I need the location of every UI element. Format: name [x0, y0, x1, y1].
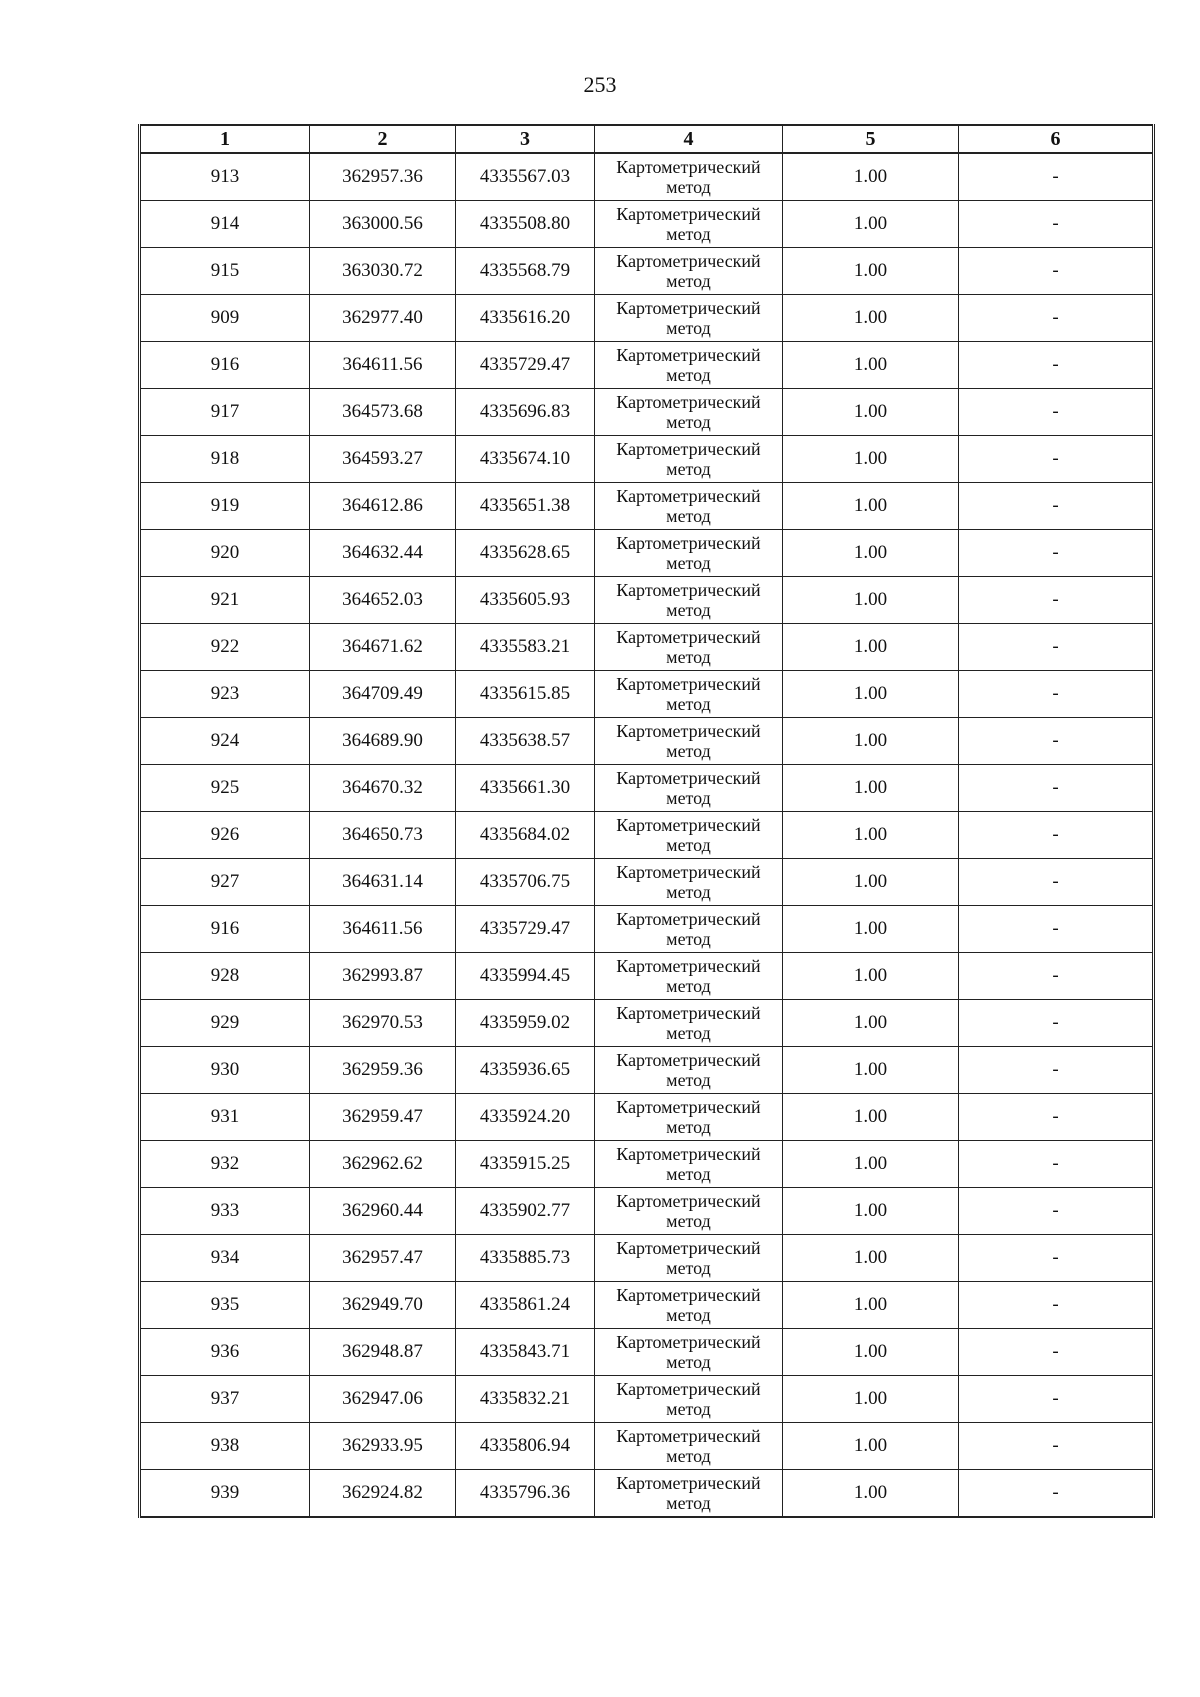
x-coordinate-cell: 362962.62 — [310, 1141, 456, 1188]
x-coordinate-cell: 362957.36 — [310, 153, 456, 201]
accuracy-cell: 1.00 — [783, 530, 959, 577]
y-coordinate-cell: 4335616.20 — [456, 295, 595, 342]
x-coordinate-cell: 362959.47 — [310, 1094, 456, 1141]
note-cell: - — [959, 201, 1154, 248]
page-number: 253 — [583, 72, 617, 97]
method-cell: Картометрический метод — [595, 201, 783, 248]
x-coordinate-cell: 362970.53 — [310, 1000, 456, 1047]
y-coordinate-cell: 4335936.65 — [456, 1047, 595, 1094]
point-number-cell: 917 — [140, 389, 310, 436]
point-number-cell: 933 — [140, 1188, 310, 1235]
method-cell: Картометрический метод — [595, 1470, 783, 1518]
accuracy-cell: 1.00 — [783, 248, 959, 295]
method-cell: Картометрический метод — [595, 906, 783, 953]
x-coordinate-cell: 362948.87 — [310, 1329, 456, 1376]
y-coordinate-cell: 4335796.36 — [456, 1470, 595, 1518]
note-cell: - — [959, 248, 1154, 295]
accuracy-cell: 1.00 — [783, 906, 959, 953]
note-cell: - — [959, 1094, 1154, 1141]
accuracy-cell: 1.00 — [783, 201, 959, 248]
y-coordinate-cell: 4335615.85 — [456, 671, 595, 718]
point-number-cell: 924 — [140, 718, 310, 765]
table-row — [140, 1329, 1154, 1376]
table-row — [140, 1376, 1154, 1423]
y-coordinate-cell: 4335729.47 — [456, 342, 595, 389]
note-cell: - — [959, 1329, 1154, 1376]
note-cell: - — [959, 953, 1154, 1000]
note-cell: - — [959, 295, 1154, 342]
note-cell: - — [959, 1188, 1154, 1235]
accuracy-cell: 1.00 — [783, 577, 959, 624]
x-coordinate-cell: 363000.56 — [310, 201, 456, 248]
point-number-cell: 939 — [140, 1470, 310, 1518]
y-coordinate-cell: 4335924.20 — [456, 1094, 595, 1141]
method-cell: Картометрический метод — [595, 295, 783, 342]
x-coordinate-cell: 362977.40 — [310, 295, 456, 342]
note-cell: - — [959, 1235, 1154, 1282]
table-row — [140, 1047, 1154, 1094]
x-coordinate-cell: 362949.70 — [310, 1282, 456, 1329]
x-coordinate-cell: 364612.86 — [310, 483, 456, 530]
x-coordinate-cell: 362959.36 — [310, 1047, 456, 1094]
method-cell: Картометрический метод — [595, 718, 783, 765]
accuracy-cell: 1.00 — [783, 436, 959, 483]
y-coordinate-cell: 4335674.10 — [456, 436, 595, 483]
accuracy-cell: 1.00 — [783, 859, 959, 906]
accuracy-cell: 1.00 — [783, 624, 959, 671]
method-cell: Картометрический метод — [595, 436, 783, 483]
y-coordinate-cell: 4335885.73 — [456, 1235, 595, 1282]
point-number-cell: 938 — [140, 1423, 310, 1470]
x-coordinate-cell: 364670.32 — [310, 765, 456, 812]
x-coordinate-cell: 364650.73 — [310, 812, 456, 859]
accuracy-cell: 1.00 — [783, 953, 959, 1000]
x-coordinate-cell: 362933.95 — [310, 1423, 456, 1470]
note-cell: - — [959, 1047, 1154, 1094]
x-coordinate-cell: 364632.44 — [310, 530, 456, 577]
x-coordinate-cell: 364652.03 — [310, 577, 456, 624]
accuracy-cell: 1.00 — [783, 1188, 959, 1235]
table-row — [140, 530, 1154, 577]
method-cell: Картометрический метод — [595, 1188, 783, 1235]
method-cell: Картометрический метод — [595, 389, 783, 436]
note-cell: - — [959, 812, 1154, 859]
method-cell: Картометрический метод — [595, 530, 783, 577]
y-coordinate-cell: 4335706.75 — [456, 859, 595, 906]
point-number-cell: 926 — [140, 812, 310, 859]
note-cell: - — [959, 1423, 1154, 1470]
table-row — [140, 671, 1154, 718]
note-cell: - — [959, 1376, 1154, 1423]
point-number-cell: 927 — [140, 859, 310, 906]
table-row — [140, 577, 1154, 624]
table-row — [140, 483, 1154, 530]
note-cell: - — [959, 342, 1154, 389]
note-cell: - — [959, 765, 1154, 812]
method-cell: Картометрический метод — [595, 1423, 783, 1470]
note-cell: - — [959, 624, 1154, 671]
x-coordinate-cell: 362957.47 — [310, 1235, 456, 1282]
y-coordinate-cell: 4335915.25 — [456, 1141, 595, 1188]
table-row — [140, 1282, 1154, 1329]
x-coordinate-cell: 362924.82 — [310, 1470, 456, 1518]
method-cell: Картометрический метод — [595, 1047, 783, 1094]
table-row — [140, 1141, 1154, 1188]
coordinates-table — [138, 124, 1155, 1518]
table-row — [140, 248, 1154, 295]
y-coordinate-cell: 4335661.30 — [456, 765, 595, 812]
x-coordinate-cell: 364709.49 — [310, 671, 456, 718]
table-row — [140, 624, 1154, 671]
coordinates-table-container — [138, 124, 1152, 1518]
method-cell: Картометрический метод — [595, 153, 783, 201]
method-cell: Картометрический метод — [595, 812, 783, 859]
point-number-cell: 915 — [140, 248, 310, 295]
accuracy-cell: 1.00 — [783, 1329, 959, 1376]
table-header-row — [140, 125, 1154, 153]
method-cell: Картометрический метод — [595, 859, 783, 906]
point-number-cell: 934 — [140, 1235, 310, 1282]
note-cell: - — [959, 1000, 1154, 1047]
table-row — [140, 389, 1154, 436]
x-coordinate-cell: 364631.14 — [310, 859, 456, 906]
table-row — [140, 1235, 1154, 1282]
column-header-4: 4 — [595, 125, 783, 153]
accuracy-cell: 1.00 — [783, 1047, 959, 1094]
column-header-3: 3 — [456, 125, 595, 153]
x-coordinate-cell: 363030.72 — [310, 248, 456, 295]
method-cell: Картометрический метод — [595, 577, 783, 624]
x-coordinate-cell: 364593.27 — [310, 436, 456, 483]
method-cell: Картометрический метод — [595, 1000, 783, 1047]
y-coordinate-cell: 4335605.93 — [456, 577, 595, 624]
accuracy-cell: 1.00 — [783, 483, 959, 530]
point-number-cell: 923 — [140, 671, 310, 718]
y-coordinate-cell: 4335567.03 — [456, 153, 595, 201]
table-row — [140, 1188, 1154, 1235]
accuracy-cell: 1.00 — [783, 1235, 959, 1282]
point-number-cell: 937 — [140, 1376, 310, 1423]
y-coordinate-cell: 4335684.02 — [456, 812, 595, 859]
x-coordinate-cell: 362993.87 — [310, 953, 456, 1000]
x-coordinate-cell: 364611.56 — [310, 906, 456, 953]
y-coordinate-cell: 4335508.80 — [456, 201, 595, 248]
point-number-cell: 929 — [140, 1000, 310, 1047]
note-cell: - — [959, 436, 1154, 483]
accuracy-cell: 1.00 — [783, 1141, 959, 1188]
note-cell: - — [959, 1282, 1154, 1329]
table-row — [140, 953, 1154, 1000]
note-cell: - — [959, 718, 1154, 765]
y-coordinate-cell: 4335651.38 — [456, 483, 595, 530]
note-cell: - — [959, 530, 1154, 577]
x-coordinate-cell: 362947.06 — [310, 1376, 456, 1423]
note-cell: - — [959, 1470, 1154, 1518]
point-number-cell: 921 — [140, 577, 310, 624]
point-number-cell: 916 — [140, 342, 310, 389]
table-row — [140, 153, 1154, 201]
method-cell: Картометрический метод — [595, 483, 783, 530]
accuracy-cell: 1.00 — [783, 718, 959, 765]
column-header-5: 5 — [783, 125, 959, 153]
y-coordinate-cell: 4335583.21 — [456, 624, 595, 671]
accuracy-cell: 1.00 — [783, 1470, 959, 1518]
x-coordinate-cell: 364573.68 — [310, 389, 456, 436]
point-number-cell: 920 — [140, 530, 310, 577]
table-row — [140, 342, 1154, 389]
y-coordinate-cell: 4335959.02 — [456, 1000, 595, 1047]
accuracy-cell: 1.00 — [783, 295, 959, 342]
point-number-cell: 914 — [140, 201, 310, 248]
y-coordinate-cell: 4335806.94 — [456, 1423, 595, 1470]
point-number-cell: 922 — [140, 624, 310, 671]
method-cell: Картометрический метод — [595, 671, 783, 718]
point-number-cell: 930 — [140, 1047, 310, 1094]
y-coordinate-cell: 4335568.79 — [456, 248, 595, 295]
method-cell: Картометрический метод — [595, 953, 783, 1000]
table-row — [140, 906, 1154, 953]
y-coordinate-cell: 4335832.21 — [456, 1376, 595, 1423]
y-coordinate-cell: 4335729.47 — [456, 906, 595, 953]
accuracy-cell: 1.00 — [783, 1376, 959, 1423]
table-row — [140, 812, 1154, 859]
point-number-cell: 919 — [140, 483, 310, 530]
note-cell: - — [959, 389, 1154, 436]
column-header-2: 2 — [310, 125, 456, 153]
point-number-cell: 909 — [140, 295, 310, 342]
y-coordinate-cell: 4335628.65 — [456, 530, 595, 577]
note-cell: - — [959, 577, 1154, 624]
point-number-cell: 913 — [140, 153, 310, 201]
accuracy-cell: 1.00 — [783, 1000, 959, 1047]
method-cell: Картометрический метод — [595, 342, 783, 389]
accuracy-cell: 1.00 — [783, 812, 959, 859]
table-row — [140, 1470, 1154, 1518]
note-cell: - — [959, 671, 1154, 718]
table-row — [140, 859, 1154, 906]
accuracy-cell: 1.00 — [783, 765, 959, 812]
method-cell: Картометрический метод — [595, 1376, 783, 1423]
point-number-cell: 918 — [140, 436, 310, 483]
method-cell: Картометрический метод — [595, 248, 783, 295]
accuracy-cell: 1.00 — [783, 671, 959, 718]
y-coordinate-cell: 4335638.57 — [456, 718, 595, 765]
method-cell: Картометрический метод — [595, 765, 783, 812]
table-row — [140, 436, 1154, 483]
method-cell: Картометрический метод — [595, 1141, 783, 1188]
accuracy-cell: 1.00 — [783, 389, 959, 436]
y-coordinate-cell: 4335994.45 — [456, 953, 595, 1000]
point-number-cell: 925 — [140, 765, 310, 812]
method-cell: Картометрический метод — [595, 1282, 783, 1329]
table-row — [140, 295, 1154, 342]
point-number-cell: 935 — [140, 1282, 310, 1329]
x-coordinate-cell: 364671.62 — [310, 624, 456, 671]
note-cell: - — [959, 153, 1154, 201]
y-coordinate-cell: 4335902.77 — [456, 1188, 595, 1235]
column-header-1: 1 — [140, 125, 310, 153]
table-row — [140, 1423, 1154, 1470]
x-coordinate-cell: 364611.56 — [310, 342, 456, 389]
method-cell: Картометрический метод — [595, 624, 783, 671]
accuracy-cell: 1.00 — [783, 342, 959, 389]
y-coordinate-cell: 4335861.24 — [456, 1282, 595, 1329]
point-number-cell: 936 — [140, 1329, 310, 1376]
table-body — [140, 153, 1154, 1517]
y-coordinate-cell: 4335843.71 — [456, 1329, 595, 1376]
x-coordinate-cell: 362960.44 — [310, 1188, 456, 1235]
table-row — [140, 765, 1154, 812]
column-header-6: 6 — [959, 125, 1154, 153]
note-cell: - — [959, 859, 1154, 906]
table-row — [140, 201, 1154, 248]
accuracy-cell: 1.00 — [783, 153, 959, 201]
point-number-cell: 928 — [140, 953, 310, 1000]
y-coordinate-cell: 4335696.83 — [456, 389, 595, 436]
table-row — [140, 718, 1154, 765]
point-number-cell: 932 — [140, 1141, 310, 1188]
method-cell: Картометрический метод — [595, 1094, 783, 1141]
accuracy-cell: 1.00 — [783, 1094, 959, 1141]
point-number-cell: 931 — [140, 1094, 310, 1141]
accuracy-cell: 1.00 — [783, 1423, 959, 1470]
method-cell: Картометрический метод — [595, 1329, 783, 1376]
point-number-cell: 916 — [140, 906, 310, 953]
accuracy-cell: 1.00 — [783, 1282, 959, 1329]
method-cell: Картометрический метод — [595, 1235, 783, 1282]
note-cell: - — [959, 1141, 1154, 1188]
note-cell: - — [959, 483, 1154, 530]
table-row — [140, 1094, 1154, 1141]
x-coordinate-cell: 364689.90 — [310, 718, 456, 765]
note-cell: - — [959, 906, 1154, 953]
table-row — [140, 1000, 1154, 1047]
